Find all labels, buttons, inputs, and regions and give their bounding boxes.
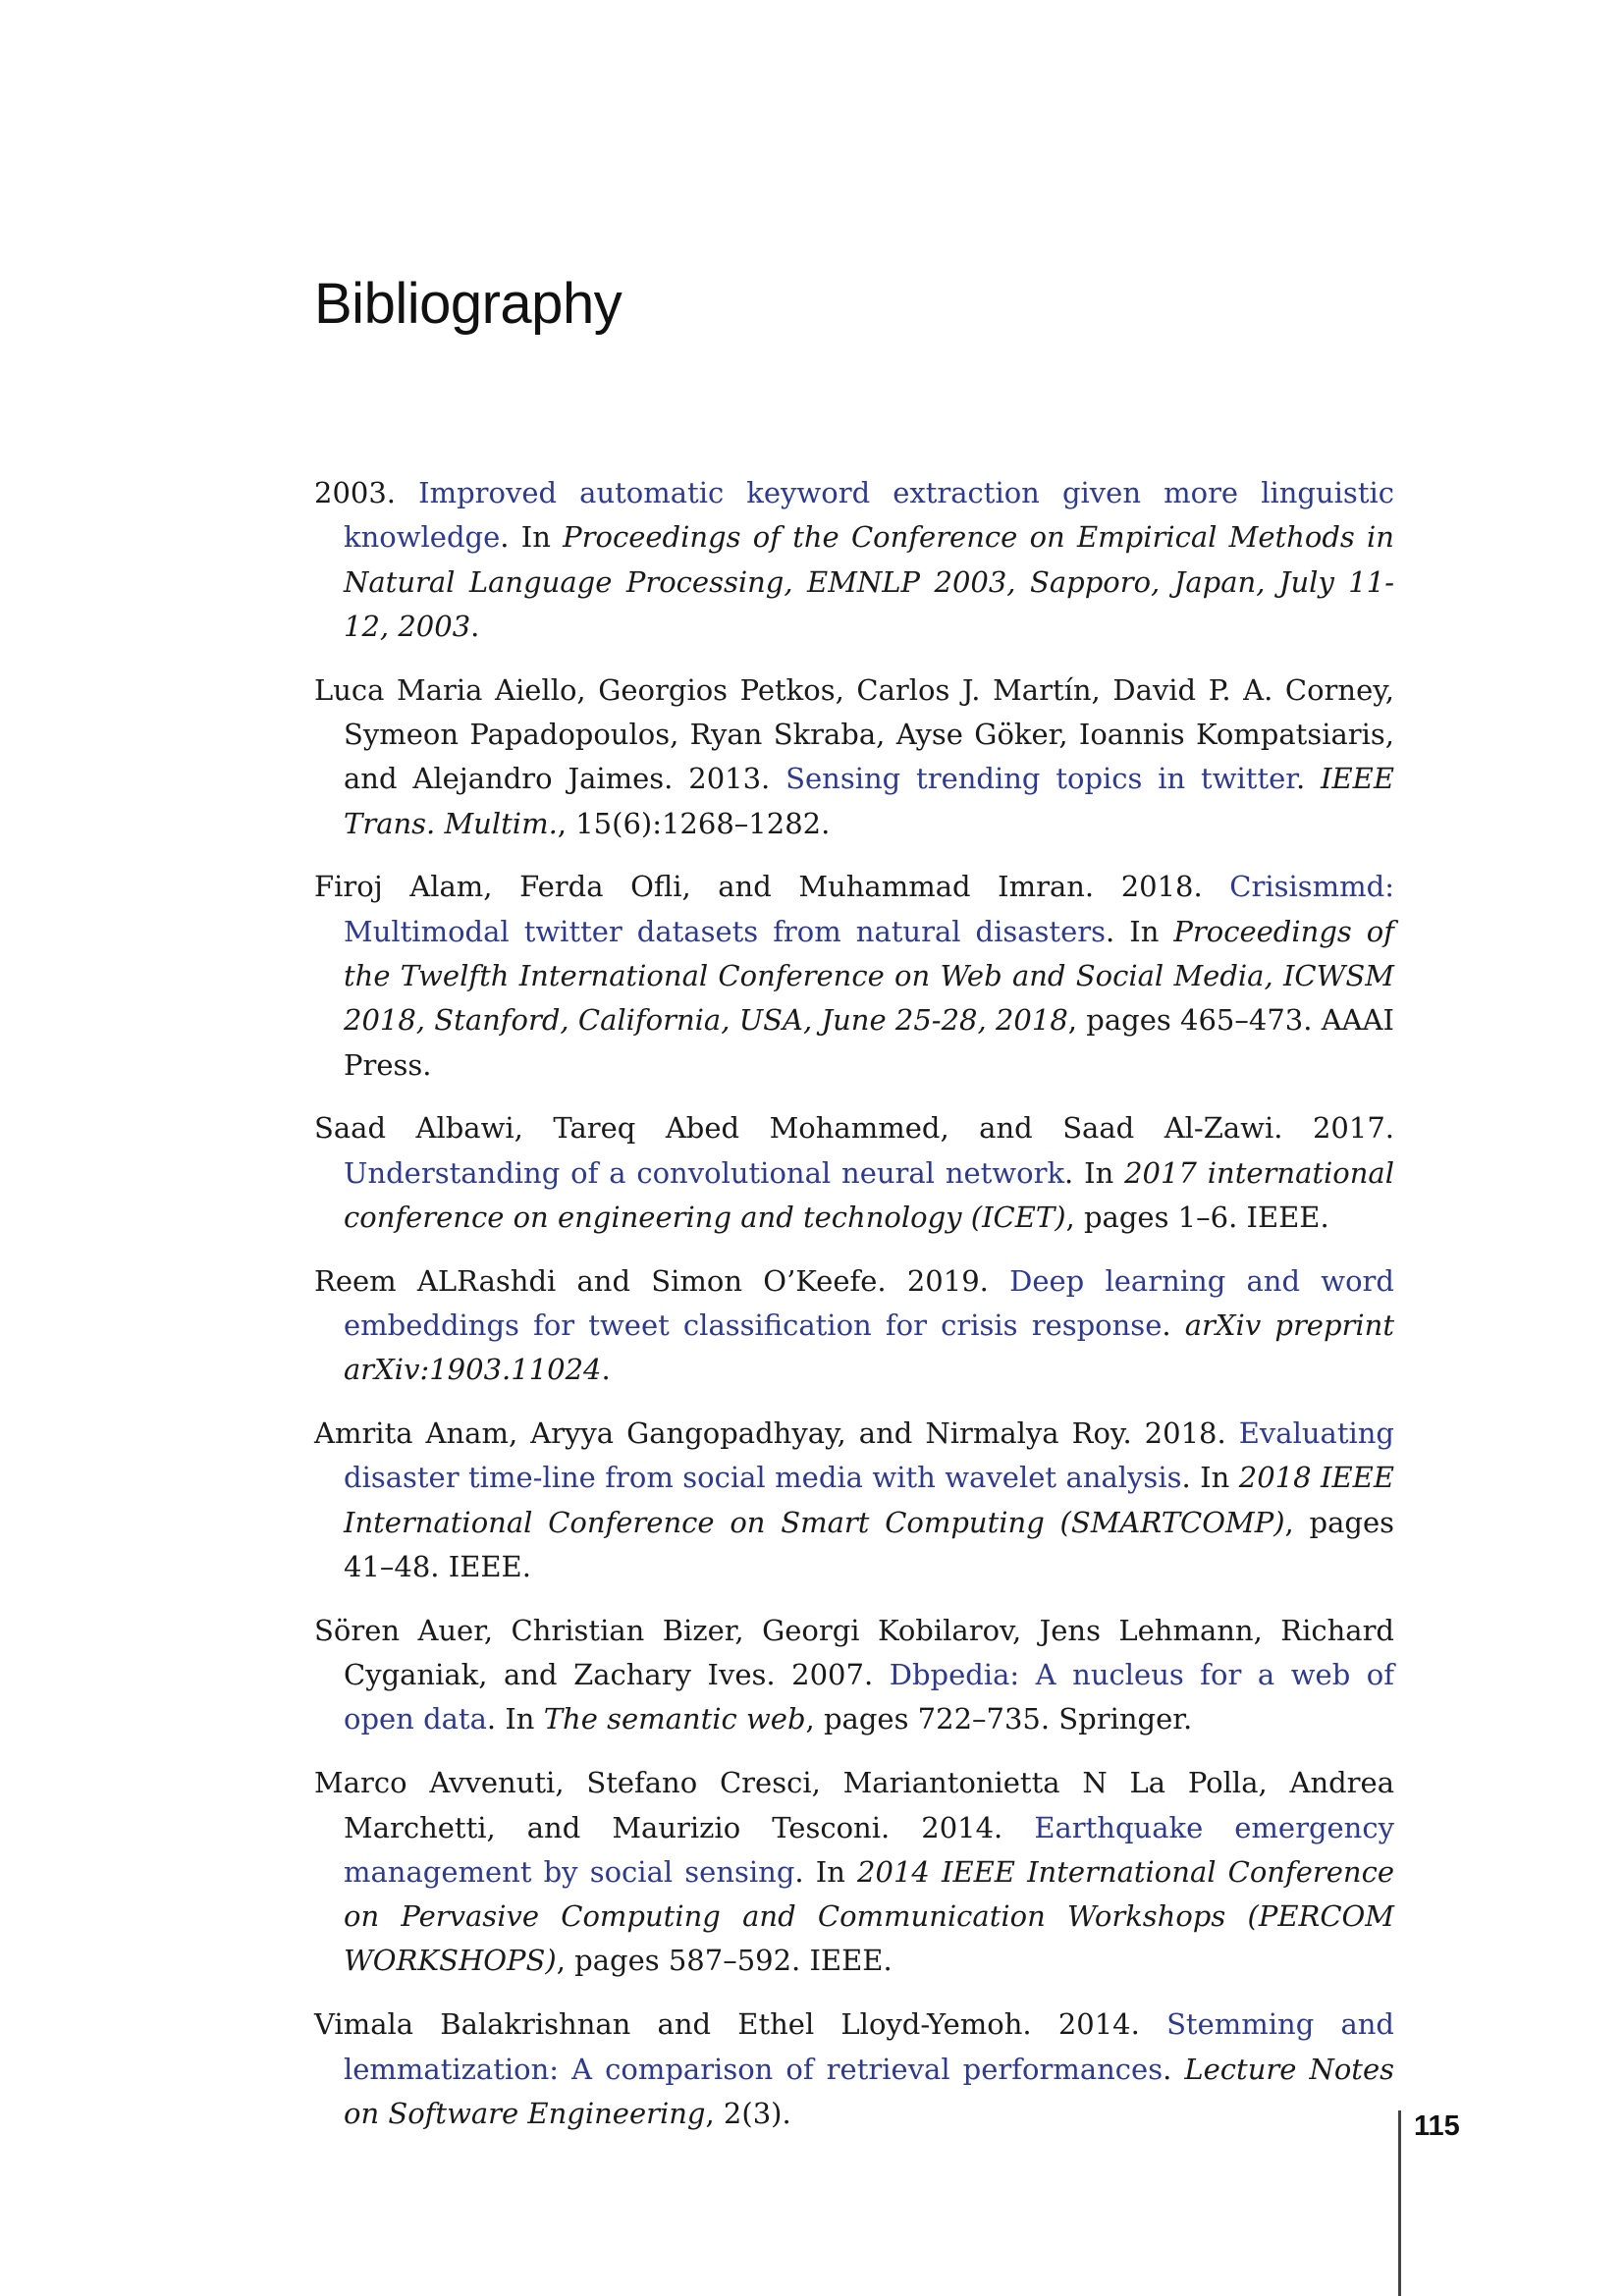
bib-details: , pages 1–6. IEEE. — [1065, 1200, 1329, 1234]
bib-venue: Lecture Notes on Software Engineering — [344, 2052, 1394, 2130]
bib-separator: . In — [500, 520, 564, 555]
bib-title-link[interactable]: Improved automatic keyword extraction given more linguistic knowledge — [344, 476, 1394, 555]
bib-entry — [314, 865, 1394, 1087]
page-margin-rule — [1398, 2110, 1401, 2296]
bib-entry — [314, 1761, 1394, 1983]
bib-authors: Luca Maria Aiello, Georgios Petkos, Carlos J. Martín, David P. A. Corney, Symeon Papadopoulos, Ryan Skraba, Ayse Göker, Ioannis Kompatsiaris, and Alejandro Jaimes. 2013. — [314, 672, 1394, 796]
bib-title-link[interactable]: Crisismmd: Multimodal twitter datasets from natural disasters — [344, 870, 1394, 948]
bib-entry — [314, 1609, 1394, 1742]
bib-authors: Vimala Balakrishnan and Ethel Lloyd-Yemoh. 2014. — [314, 2007, 1167, 2042]
bib-separator: . In — [794, 1854, 858, 1889]
bib-title-link[interactable]: Deep learning and word embeddings for tweet classification for crisis response — [344, 1263, 1394, 1343]
bib-authors: Sören Auer, Christian Bizer, Georgi Kobilarov, Jens Lehmann, Richard Cyganiak, and Zachary Ives. 2007. — [314, 1613, 1394, 1692]
bib-separator: . — [1163, 2052, 1185, 2086]
bib-details: , pages 722–735. Springer. — [805, 1702, 1193, 1736]
page-number: 115 — [1414, 2110, 1460, 2142]
bib-authors: Amrita Anam, Aryya Gangopadhyay, and Nirmalya Roy. 2018. — [314, 1416, 1239, 1451]
bibliography-list — [314, 471, 1394, 2156]
bib-title-link[interactable]: Stemming and lemmatization: A comparison of retrieval performances — [344, 2007, 1394, 2086]
bib-separator: . In — [1106, 914, 1174, 948]
bib-authors: Firoj Alam, Ferda Ofli, and Muhammad Imran. 2018. — [314, 870, 1230, 904]
bib-entry — [314, 1412, 1394, 1589]
bib-venue: Proceedings of the Twelfth International Conference on Web and Social Media, ICWSM 2018, Stanford, California, USA, June 25-28, 2018 — [344, 914, 1394, 1038]
bib-details: . — [470, 609, 480, 643]
bib-separator: . In — [1064, 1155, 1125, 1190]
bib-authors: Saad Albawi, Tareq Abed Mohammed, and Saad Al-Zawi. 2017. — [314, 1111, 1394, 1146]
bib-venue: IEEE Trans. Multim. — [344, 762, 1395, 840]
bib-entry — [314, 2002, 1394, 2136]
bib-details: . — [601, 1353, 611, 1387]
bib-venue: arXiv preprint arXiv:1903.11024 — [344, 1308, 1394, 1387]
bib-separator: . — [1295, 762, 1322, 796]
bib-separator: . In — [1181, 1461, 1239, 1495]
bib-entry — [314, 1259, 1394, 1393]
bib-entry — [314, 471, 1394, 649]
bib-details: , 2(3). — [705, 2096, 791, 2130]
bib-authors: Marco Avvenuti, Stefano Cresci, Mariantonietta N La Polla, Andrea Marchetti, and Maurizio Tesconi. 2014. — [314, 1766, 1394, 1844]
bib-title-link[interactable]: Understanding of a convolutional neural network — [344, 1155, 1065, 1190]
bib-venue: 2017 international conference on engineering and technology (ICET) — [344, 1155, 1394, 1234]
bib-title-link[interactable]: Dbpedia: A nucleus for a web of open data — [344, 1658, 1394, 1736]
bib-entry — [314, 1106, 1394, 1240]
page-title: Bibliography — [314, 272, 623, 336]
bib-separator: . In — [486, 1702, 544, 1736]
bib-title-link[interactable]: Evaluating disaster time-line from social media with wavelet analysis — [344, 1416, 1394, 1495]
bib-details: , pages 41–48. IEEE. — [344, 1505, 1394, 1584]
bib-venue: 2014 IEEE International Conference on Pervasive Computing and Communication Workshops (PERCOM WORKSHOPS) — [344, 1854, 1394, 1978]
bib-separator: . — [1162, 1308, 1185, 1343]
bib-authors: Reem ALRashdi and Simon O’Keefe. 2019. — [314, 1263, 1010, 1298]
bib-entry — [314, 668, 1394, 846]
bib-details: , pages 465–473. AAAI Press. — [344, 1003, 1394, 1082]
bib-venue: The semantic web — [543, 1702, 806, 1736]
bib-authors: 2003. — [314, 476, 419, 509]
bib-title-link[interactable]: Sensing trending topics in twitter — [785, 762, 1296, 796]
bib-venue: 2018 IEEE International Conference on Smart Computing (SMARTCOMP) — [344, 1461, 1394, 1539]
bib-title-link[interactable]: Earthquake emergency management by social sensing — [344, 1810, 1394, 1889]
bib-details: , 15(6):1268–1282. — [557, 806, 831, 840]
bib-details: , pages 587–592. IEEE. — [556, 1944, 893, 1978]
bib-venue: Proceedings of the Conference on Empirical Methods in Natural Language Processing, EMNLP 2003, Sapporo, Japan, July 11-12, 2003 — [344, 520, 1394, 643]
